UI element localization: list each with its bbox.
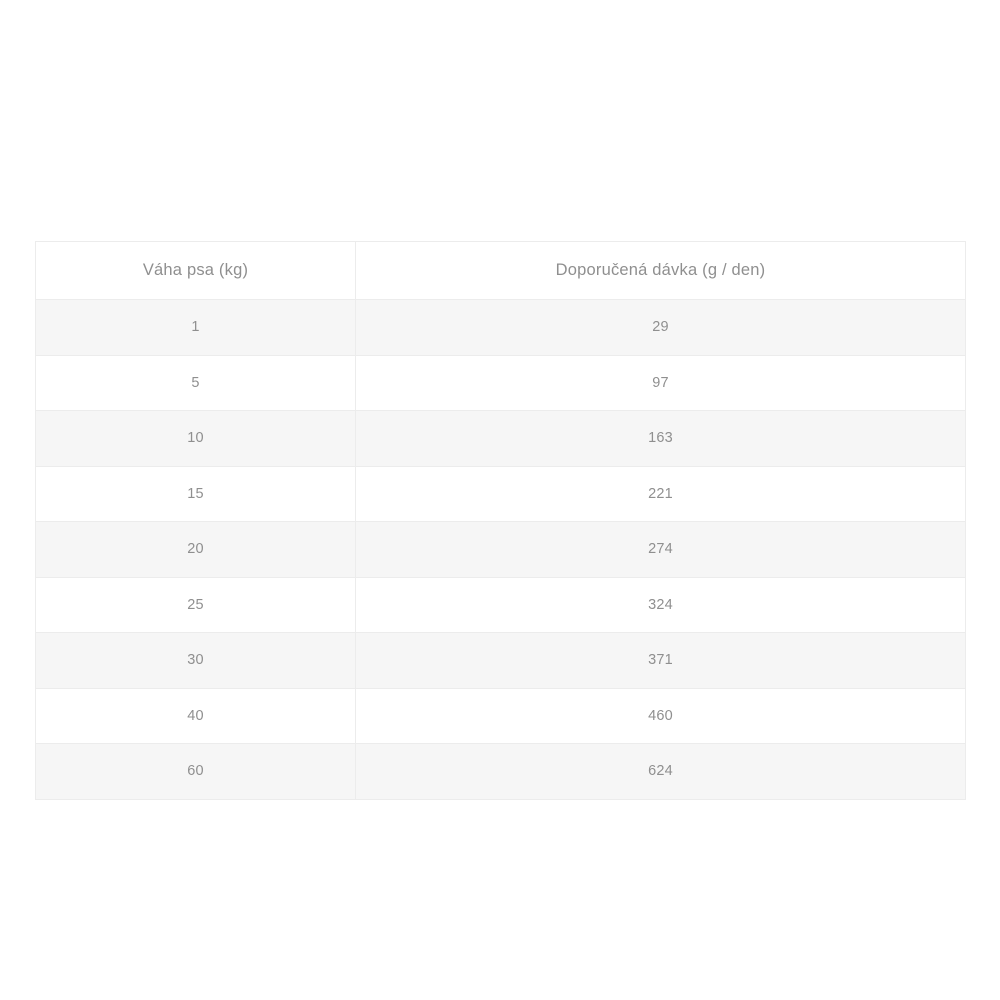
cell-weight: 40 [36,688,356,744]
table-header [36,242,966,300]
cell-dose: 460 [356,688,966,744]
column-header-recommended-dose: Doporučená dávka (g / den) [356,242,966,300]
cell-dose: 371 [356,633,966,689]
table-row [36,522,966,578]
cell-weight: 60 [36,744,356,800]
cell-dose: 624 [356,744,966,800]
cell-dose: 274 [356,522,966,578]
cell-weight: 5 [36,355,356,411]
cell-weight: 30 [36,633,356,689]
cell-weight: 10 [36,411,356,467]
column-header-dog-weight: Váha psa (kg) [36,242,356,300]
cell-weight: 15 [36,466,356,522]
table-header-row [36,242,966,300]
cell-dose: 221 [356,466,966,522]
feeding-table-container [35,241,965,800]
table-row [36,466,966,522]
cell-dose: 97 [356,355,966,411]
table-body [36,300,966,800]
cell-weight: 1 [36,300,356,356]
cell-weight: 25 [36,577,356,633]
table-row [36,300,966,356]
table-row [36,744,966,800]
feeding-guide-table [35,241,966,800]
table-row [36,411,966,467]
cell-weight: 20 [36,522,356,578]
cell-dose: 29 [356,300,966,356]
table-row [36,577,966,633]
cell-dose: 163 [356,411,966,467]
cell-dose: 324 [356,577,966,633]
table-row [36,688,966,744]
table-row [36,633,966,689]
table-row [36,355,966,411]
